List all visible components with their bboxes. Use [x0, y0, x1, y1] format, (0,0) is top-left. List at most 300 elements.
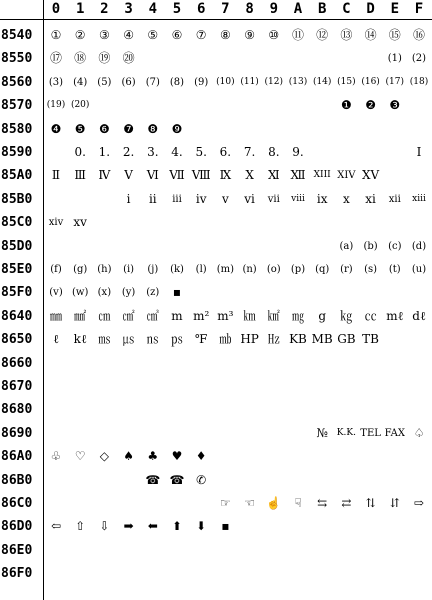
glyph-cell	[238, 445, 262, 468]
glyph-cell	[286, 539, 310, 562]
glyph-cell	[310, 94, 334, 117]
column-header-0: 0	[51, 1, 61, 17]
glyph-cell: ⑪	[291, 28, 304, 42]
glyph-cell	[213, 94, 237, 117]
glyph-cell	[383, 141, 407, 164]
glyph-cell	[407, 164, 431, 187]
glyph-cell	[334, 445, 358, 468]
glyph-cell	[334, 211, 358, 234]
glyph-cell	[359, 398, 383, 421]
glyph-cell	[334, 47, 358, 70]
glyph-cell	[92, 375, 116, 398]
table-row	[0, 422, 432, 445]
glyph-cell	[359, 211, 383, 234]
glyph-cell: 9.	[292, 145, 304, 159]
glyph-cell: ⑧	[220, 28, 231, 42]
glyph-cell	[310, 515, 334, 538]
glyph-cell: Ⅺ	[267, 168, 280, 183]
glyph-cell: ❷	[365, 98, 376, 113]
glyph-cell: (11)	[240, 76, 259, 87]
table-row	[0, 398, 432, 421]
glyph-cell	[44, 352, 68, 375]
glyph-cell: MB	[311, 332, 333, 347]
glyph-cell	[262, 422, 286, 445]
row-header: 86F0	[1, 566, 33, 582]
glyph-cell	[238, 375, 262, 398]
table-row	[0, 188, 432, 211]
row-header: 8590	[1, 145, 33, 160]
glyph-cell	[238, 352, 262, 375]
glyph-cell: ⬅	[147, 519, 158, 534]
glyph-cell: ☜	[244, 496, 255, 510]
glyph-cell	[189, 281, 213, 304]
glyph-cell: (17)	[385, 76, 405, 87]
glyph-cell: ➡	[123, 519, 134, 534]
glyph-cell: (w)	[72, 287, 89, 299]
glyph-cell: XV	[361, 168, 380, 183]
glyph-cell: Ⅹ	[245, 168, 254, 183]
glyph-cell	[286, 562, 310, 585]
glyph-cell: (14)	[312, 76, 332, 87]
glyph-cell	[262, 562, 286, 585]
glyph-cell	[213, 422, 237, 445]
glyph-cell	[213, 562, 237, 585]
row-header: 86D0	[1, 519, 33, 535]
glyph-cell: (6)	[121, 76, 136, 88]
glyph-cell	[334, 398, 358, 421]
table-row	[0, 47, 432, 70]
glyph-cell	[310, 375, 334, 398]
row-header: 85E0	[1, 262, 33, 277]
glyph-cell	[238, 539, 262, 562]
glyph-cell: XIV	[337, 170, 356, 182]
glyph-cell: 6.	[219, 145, 232, 159]
table-row	[0, 258, 432, 281]
glyph-cell	[286, 398, 310, 421]
glyph-cell: №	[316, 425, 328, 440]
glyph-cell: ⇦	[50, 519, 62, 534]
glyph-cell	[383, 118, 407, 141]
glyph-cell: ii	[148, 191, 157, 206]
glyph-cell	[334, 539, 358, 562]
glyph-cell	[213, 118, 237, 141]
glyph-cell: GB	[337, 332, 356, 347]
glyph-cell	[262, 211, 286, 234]
glyph-cell	[117, 352, 141, 375]
glyph-cell: (1)	[387, 53, 402, 65]
glyph-cell: (l)	[195, 264, 207, 275]
glyph-cell: ⇄	[341, 496, 352, 510]
glyph-cell: 3.	[147, 145, 159, 159]
glyph-cell: ⑨	[244, 28, 255, 42]
glyph-cell	[189, 47, 213, 70]
glyph-cell: ℉	[194, 332, 208, 347]
glyph-cell: xii	[388, 193, 401, 205]
glyph-cell: ⑲	[98, 51, 111, 66]
glyph-cell: ☝	[266, 496, 282, 510]
row-header: 85A0	[1, 168, 33, 184]
row-header: 86C0	[1, 496, 33, 511]
glyph-cell: ③	[99, 28, 110, 42]
glyph-cell	[141, 94, 165, 117]
glyph-cell	[286, 211, 310, 234]
glyph-cell: 1.	[98, 145, 111, 159]
glyph-cell	[68, 562, 92, 585]
glyph-cell: ❺	[74, 121, 86, 136]
glyph-cell	[310, 539, 334, 562]
column-header-2: 2	[100, 1, 109, 17]
glyph-cell	[189, 562, 213, 585]
glyph-cell	[213, 281, 237, 304]
glyph-cell	[141, 235, 165, 258]
glyph-cell: ❸	[389, 98, 401, 113]
glyph-cell: Ⅻ	[290, 168, 306, 183]
glyph-cell: ①	[50, 28, 62, 42]
glyph-cell: (13)	[288, 76, 308, 87]
glyph-cell	[383, 539, 407, 562]
glyph-cell	[141, 539, 165, 562]
glyph-cell	[189, 94, 213, 117]
glyph-cell: ㏄	[364, 308, 377, 323]
glyph-cell: ⑫	[316, 28, 329, 42]
glyph-cell	[44, 539, 68, 562]
row-header: 8540	[1, 28, 33, 43]
glyph-cell: (p)	[290, 264, 306, 275]
glyph-cell	[238, 515, 262, 538]
glyph-cell	[238, 562, 262, 585]
glyph-cell: ⇨	[413, 496, 425, 510]
glyph-cell	[359, 141, 383, 164]
glyph-cell: ㎲	[122, 332, 135, 347]
glyph-cell	[117, 422, 141, 445]
glyph-cell: g	[318, 308, 327, 323]
glyph-cell: ◇	[99, 449, 109, 464]
glyph-cell	[383, 164, 407, 187]
glyph-cell	[189, 352, 213, 375]
glyph-cell: ☎	[169, 472, 185, 487]
glyph-cell: ㎳	[98, 332, 111, 347]
glyph-cell: KB	[289, 332, 307, 347]
glyph-cell: ②	[74, 28, 86, 42]
table-row	[0, 71, 432, 94]
glyph-cell	[262, 515, 286, 538]
glyph-cell: ㎝	[98, 308, 111, 323]
glyph-cell	[286, 445, 310, 468]
glyph-cell	[213, 235, 237, 258]
glyph-cell	[238, 422, 262, 445]
glyph-cell	[213, 375, 237, 398]
glyph-cell	[407, 375, 431, 398]
glyph-cell	[165, 94, 189, 117]
glyph-cell: xi	[365, 191, 376, 206]
row-header: 8560	[1, 74, 33, 90]
row-header: 8690	[1, 425, 33, 441]
glyph-cell	[141, 398, 165, 421]
glyph-cell	[359, 539, 383, 562]
glyph-cell: (y)	[121, 287, 136, 299]
glyph-cell: ⇧	[75, 519, 86, 534]
glyph-cell	[407, 515, 431, 538]
glyph-cell	[334, 562, 358, 585]
table-row	[0, 164, 432, 187]
glyph-cell: 8.	[268, 145, 280, 159]
glyph-cell	[44, 562, 68, 585]
glyph-cell	[310, 562, 334, 585]
glyph-cell	[359, 47, 383, 70]
table-row	[0, 94, 432, 117]
glyph-cell	[359, 515, 383, 538]
column-header-e: E	[390, 1, 400, 17]
glyph-cell: vi	[244, 191, 255, 206]
glyph-cell: kℓ	[73, 332, 87, 347]
glyph-cell	[213, 47, 237, 70]
glyph-cell	[334, 352, 358, 375]
table-row	[0, 305, 432, 328]
glyph-cell	[92, 211, 116, 234]
table-row	[0, 562, 432, 585]
glyph-cell	[334, 281, 358, 304]
glyph-cell	[117, 398, 141, 421]
glyph-cell	[213, 445, 237, 468]
glyph-cell	[92, 492, 116, 515]
glyph-cell	[262, 235, 286, 258]
glyph-cell: (x)	[97, 287, 112, 299]
glyph-cell: ♣	[147, 449, 159, 464]
glyph-cell	[44, 398, 68, 421]
glyph-cell: (o)	[266, 264, 281, 275]
table-row	[0, 24, 432, 47]
column-header-8: 8	[245, 1, 254, 17]
glyph-cell: ㎢	[267, 308, 280, 323]
glyph-cell: (2)	[411, 53, 427, 65]
glyph-cell	[286, 469, 310, 492]
glyph-cell	[286, 118, 310, 141]
glyph-cell: ④	[123, 28, 134, 42]
glyph-cell	[286, 515, 310, 538]
glyph-cell	[238, 118, 262, 141]
glyph-cell	[262, 118, 286, 141]
glyph-cell	[44, 422, 68, 445]
glyph-cell	[407, 328, 431, 351]
row-header: 85F0	[1, 285, 33, 301]
glyph-cell: ㏔	[219, 332, 232, 347]
glyph-cell	[407, 211, 431, 234]
glyph-cell	[141, 492, 165, 515]
glyph-cell: TEL	[360, 427, 381, 439]
glyph-cell	[213, 539, 237, 562]
glyph-cell	[68, 422, 92, 445]
table-row	[0, 328, 432, 351]
glyph-cell	[44, 375, 68, 398]
glyph-cell	[238, 469, 262, 492]
row-header: 86B0	[1, 472, 33, 488]
glyph-cell	[92, 352, 116, 375]
glyph-cell	[165, 235, 189, 258]
glyph-cell	[286, 235, 310, 258]
glyph-cell	[262, 352, 286, 375]
glyph-cell	[310, 118, 334, 141]
glyph-cell	[92, 94, 116, 117]
row-header: 8570	[1, 98, 33, 114]
row-header: 8580	[1, 121, 33, 137]
glyph-cell	[213, 352, 237, 375]
glyph-cell	[165, 539, 189, 562]
glyph-cell	[310, 235, 334, 258]
glyph-cell: Ⅵ	[146, 168, 159, 183]
glyph-cell	[383, 515, 407, 538]
glyph-cell	[141, 352, 165, 375]
column-header-row	[0, 0, 432, 20]
glyph-cell	[359, 562, 383, 585]
glyph-cell	[165, 422, 189, 445]
glyph-cell: ⇩	[99, 519, 110, 534]
glyph-cell	[359, 375, 383, 398]
column-header-b: B	[317, 1, 327, 17]
glyph-cell: ♡	[74, 449, 86, 464]
glyph-cell	[286, 352, 310, 375]
glyph-cell	[92, 235, 116, 258]
glyph-cell: (a)	[339, 240, 354, 252]
glyph-cell: ⬇	[196, 519, 207, 534]
glyph-cell	[383, 562, 407, 585]
glyph-cell	[238, 211, 262, 234]
glyph-cell	[310, 445, 334, 468]
glyph-cell	[213, 469, 237, 492]
glyph-cell: (t)	[388, 264, 401, 275]
table-row	[0, 141, 432, 164]
glyph-cell: xv	[73, 215, 87, 230]
glyph-cell	[310, 398, 334, 421]
row-header: 8650	[1, 332, 33, 348]
glyph-cell: ⬆	[171, 519, 183, 534]
glyph-cell: ⑭	[364, 28, 377, 42]
glyph-cell: ㎎	[291, 308, 304, 323]
glyph-cell: 4.	[171, 145, 183, 159]
glyph-cell	[238, 47, 262, 70]
glyph-cell	[359, 118, 383, 141]
glyph-cell: (m)	[216, 264, 235, 275]
glyph-cell: ㎞	[243, 308, 256, 323]
glyph-cell	[117, 539, 141, 562]
glyph-cell: Ⅷ	[191, 168, 211, 183]
row-header: 85D0	[1, 238, 33, 254]
glyph-cell: ㎐	[267, 332, 280, 347]
glyph-cell: ㎏	[340, 308, 353, 323]
glyph-cell	[117, 235, 141, 258]
glyph-cell: vii	[267, 193, 280, 205]
glyph-cell	[334, 375, 358, 398]
glyph-cell	[262, 398, 286, 421]
column-header-d: D	[366, 1, 375, 17]
glyph-cell	[165, 352, 189, 375]
row-header: 85C0	[1, 215, 33, 231]
column-header-4: 4	[148, 1, 158, 17]
glyph-cell	[262, 445, 286, 468]
column-header-a: A	[293, 1, 303, 17]
glyph-cell: (u)	[411, 264, 427, 275]
glyph-cell	[117, 211, 141, 234]
glyph-cell	[92, 539, 116, 562]
column-header-c: C	[342, 1, 351, 17]
glyph-cell: ❹	[50, 121, 62, 136]
glyph-cell: (i)	[123, 264, 135, 275]
glyph-cell: ⇵	[389, 496, 400, 510]
glyph-cell: (3)	[48, 76, 64, 88]
glyph-cell: ⇆	[317, 496, 328, 510]
glyph-cell	[407, 562, 431, 585]
glyph-cell	[334, 141, 358, 164]
glyph-cell	[117, 469, 141, 492]
glyph-cell	[141, 47, 165, 70]
glyph-cell: ❽	[147, 121, 159, 136]
glyph-cell	[44, 469, 68, 492]
glyph-cell: dℓ	[412, 308, 426, 323]
glyph-cell	[359, 352, 383, 375]
glyph-cell	[68, 469, 92, 492]
glyph-cell	[383, 211, 407, 234]
glyph-cell: ❾	[171, 121, 183, 136]
glyph-cell: Ⅳ	[98, 168, 111, 183]
glyph-cell: ⑦	[195, 28, 207, 42]
glyph-cell: (k)	[170, 264, 184, 275]
glyph-cell	[359, 469, 383, 492]
glyph-cell	[262, 469, 286, 492]
table-row	[0, 352, 432, 375]
column-header-1: 1	[75, 1, 85, 17]
glyph-cell	[383, 352, 407, 375]
glyph-cell: ⑤	[147, 28, 159, 42]
glyph-cell: ⑥	[171, 28, 183, 42]
glyph-cell: xiv	[48, 217, 64, 229]
glyph-cell	[44, 188, 68, 211]
glyph-cell	[117, 562, 141, 585]
glyph-cell	[189, 422, 213, 445]
glyph-cell: XIII	[313, 170, 331, 181]
glyph-cell: ♦	[195, 449, 207, 464]
glyph-cell	[383, 469, 407, 492]
column-header-6: 6	[196, 1, 206, 17]
glyph-cell: ⑱	[74, 51, 87, 66]
glyph-cell	[310, 47, 334, 70]
table-row	[0, 235, 432, 258]
row-header: 8550	[1, 51, 33, 67]
glyph-cell	[383, 281, 407, 304]
glyph-cell	[383, 375, 407, 398]
row-header: 8670	[1, 379, 33, 394]
glyph-cell	[407, 352, 431, 375]
glyph-cell	[383, 398, 407, 421]
glyph-cell	[44, 141, 68, 164]
glyph-cell: ㎱	[146, 332, 159, 347]
glyph-cell	[141, 422, 165, 445]
glyph-cell	[310, 352, 334, 375]
table-row	[0, 211, 432, 234]
glyph-cell: ix	[316, 191, 328, 206]
glyph-cell	[165, 492, 189, 515]
glyph-cell: (8)	[169, 76, 185, 88]
glyph-cell	[310, 141, 334, 164]
glyph-cell	[189, 235, 213, 258]
glyph-cell	[189, 539, 213, 562]
table-row	[0, 539, 432, 562]
row-header: 8680	[1, 402, 33, 418]
glyph-cell	[165, 375, 189, 398]
glyph-cell: TB	[362, 332, 379, 347]
glyph-cell	[117, 94, 141, 117]
glyph-cell	[141, 211, 165, 234]
glyph-cell: ☟	[294, 496, 302, 510]
glyph-cell: m³	[217, 308, 234, 323]
